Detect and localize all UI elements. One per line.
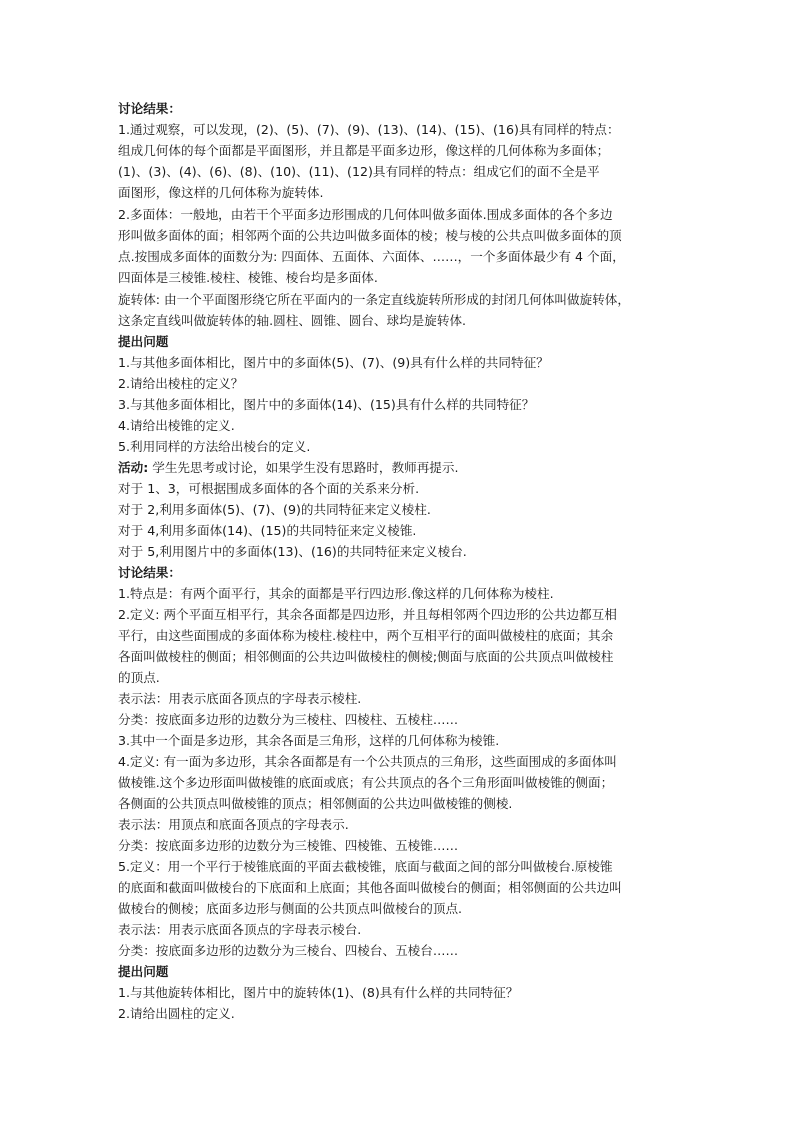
paragraph-line: 表示法：用表示底面各顶点的字母表示棱台. (118, 922, 362, 937)
paragraph-line: 表示法：用表示底面各顶点的字母表示棱柱. (118, 691, 362, 706)
activity-item: 对于 4,利用多面体(14)、(15)的共同特征来定义棱锥. (118, 523, 417, 538)
activity-item: 对于 5,利用图片中的多面体(13)、(16)的共同特征来定义棱台. (118, 544, 467, 559)
activity-item: 对于 1、3，可根据围成多面体的各个面的关系来分析. (118, 481, 420, 496)
paragraph-line: 表示法：用顶点和底面各顶点的字母表示. (118, 817, 349, 832)
paragraph-line: 分类：按底面多边形的边数分为三棱锥、四棱锥、五棱锥…… (118, 838, 459, 853)
paragraph-line: 1.通过观察，可以发现，(2)、(5)、(7)、(9)、(13)、(14)、(15)、(16)具有同样的特点： (118, 122, 620, 137)
paragraph-line: 分类：按底面多边形的边数分为三棱台、四棱台、五棱台…… (118, 943, 459, 958)
paragraph-line: 的顶点. (118, 670, 160, 685)
paragraph-line: 2.定义: 两个平面互相平行，其余各面都是四边形，并且每相邻两个四边形的公共边都互相 (118, 607, 617, 622)
paragraph-line: 做棱锥.这个多边形面叫做棱锥的底面或底；有公共顶点的各个三角形面叫做棱锥的侧面； (118, 775, 614, 790)
paragraph-line: 的底面和截面叫做棱台的下底面和上底面；其他各面叫做棱台的侧面；相邻侧面的公共边叫 (118, 880, 622, 895)
question-item: 4.请给出棱锥的定义. (118, 418, 235, 433)
paragraph-line: 组成几何体的每个面都是平面图形，并且都是平面多边形，像这样的几何体称为多面体； (118, 143, 610, 158)
activity-label: 活动: (118, 460, 149, 475)
paragraph-line: 1.特点是：有两个面平行，其余的面都是平行四边形.像这样的几何体称为棱柱. (118, 586, 554, 601)
paragraph-line: 四面体是三棱锥.棱柱、棱锥、棱台均是多面体. (118, 270, 378, 285)
paragraph-line: 2.多面体：一般地，由若干个平面多边形围成的几何体叫做多面体.围成多面体的各个多边 (118, 207, 613, 222)
paragraph-line: 形叫做多面体的面；相邻两个面的公共边叫做多面体的棱；棱与棱的公共点叫做多面体的顶 (118, 228, 622, 243)
activity-line (118, 457, 684, 478)
document-body (118, 98, 684, 1024)
paragraph-line: 面图形，像这样的几何体称为旋转体. (118, 185, 324, 200)
paragraph-line: 各侧面的公共顶点叫做棱锥的顶点；相邻侧面的公共边叫做棱锥的侧棱. (118, 796, 513, 811)
question-item: 1.与其他旋转体相比，图片中的旋转体(1)、(8)具有什么样的共同特征？ (118, 985, 519, 1000)
paragraph-line: 做棱台的侧棱；底面多边形与侧面的公共顶点叫做棱台的顶点. (118, 901, 463, 916)
question-item: 3.与其他多面体相比，图片中的多面体(14)、(15)具有什么样的共同特征？ (118, 397, 535, 412)
paragraph-line: 5.定义：用一个平行于棱锥底面的平面去截棱锥，底面与截面之间的部分叫做棱台.原棱锥 (118, 859, 613, 874)
section-heading-discussion: 讨论结果： (118, 565, 181, 580)
paragraph-line: 各面叫做棱柱的侧面；相邻侧面的公共边叫做棱柱的侧棱;侧面与底面的公共顶点叫做棱柱 (118, 649, 614, 664)
paragraph-line: 点.按围成多面体的面数分为: 四面体、五面体、六面体、……，一个多面体最少有 4 个面， (118, 249, 625, 264)
activity-item: 对于 2,利用多面体(5)、(7)、(9)的共同特征来定义棱柱. (118, 502, 431, 517)
section-heading-questions: 提出问题 (118, 334, 169, 349)
paragraph-line: 旋转体: 由一个平面图形绕它所在平面内的一条定直线旋转所形成的封闭几何体叫做旋转体， (118, 292, 630, 307)
paragraph-line: 分类：按底面多边形的边数分为三棱柱、四棱柱、五棱柱…… (118, 712, 459, 727)
paragraph-line: 3.其中一个面是多边形，其余各面是三角形，这样的几何体称为棱锥. (118, 733, 500, 748)
question-item: 2.请给出圆柱的定义. (118, 1006, 235, 1021)
question-item: 2.请给出棱柱的定义？ (118, 376, 244, 391)
paragraph-line: 4.定义: 有一面为多边形，其余各面都是有一个公共顶点的三角形，这些面围成的多面体叫 (118, 754, 617, 769)
section-heading-discussion: 讨论结果： (118, 101, 181, 116)
section-heading-questions: 提出问题 (118, 964, 169, 979)
paragraph-line: (1)、(3)、(4)、(6)、(8)、(10)、(11)、(12)具有同样的特点：组成它们的面不全是平 (118, 164, 600, 179)
question-item: 1.与其他多面体相比，图片中的多面体(5)、(7)、(9)具有什么样的共同特征？ (118, 355, 549, 370)
activity-text: 学生先思考或讨论，如果学生没有思路时，教师再提示. (148, 460, 459, 475)
question-item: 5.利用同样的方法给出棱台的定义. (118, 439, 311, 454)
paragraph-line: 平行，由这些面围成的多面体称为棱柱.棱柱中，两个互相平行的面叫做棱柱的底面；其余 (118, 628, 614, 643)
paragraph-line: 这条定直线叫做旋转体的轴.圆柱、圆锥、圆台、球均是旋转体. (118, 313, 467, 328)
